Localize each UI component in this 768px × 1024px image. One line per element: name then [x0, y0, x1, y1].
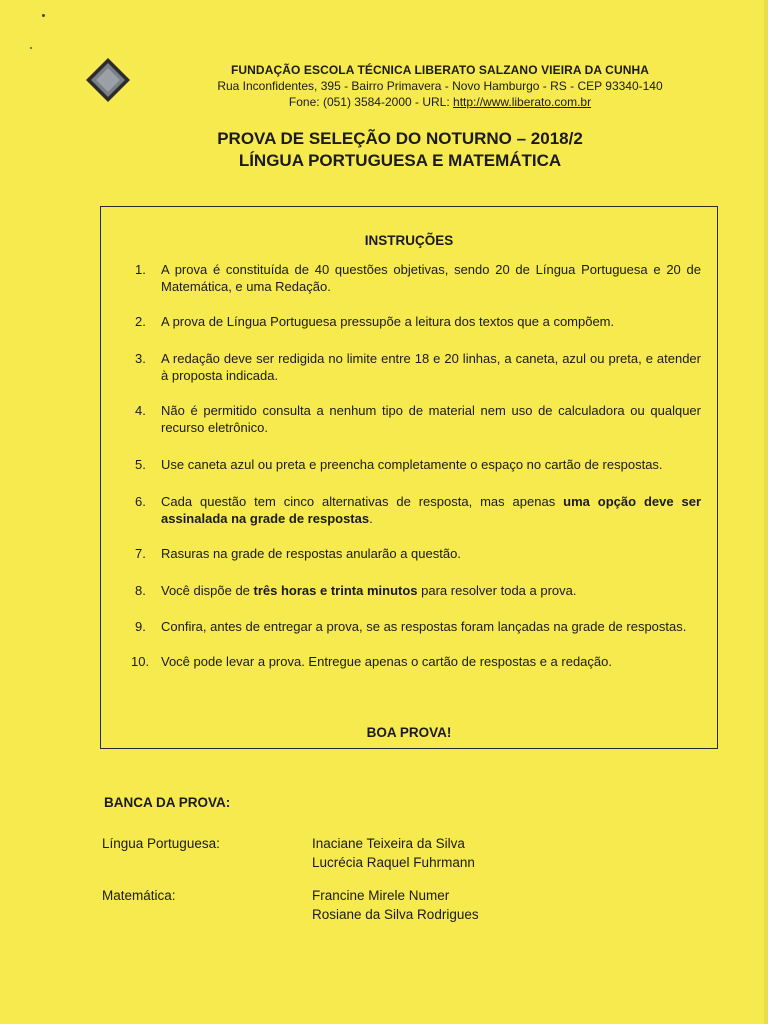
instruction-number: 6. [135, 494, 146, 509]
banca-subject-label: Língua Portuguesa: [102, 836, 220, 851]
institution-address: Rua Inconfidentes, 395 - Bairro Primavera - Novo Hamburgo - RS - CEP 93340-140 [217, 79, 663, 93]
phone-text: Fone: (051) 3584-2000 - URL: [288, 95, 454, 109]
banca-subject-label: Matemática: [102, 888, 176, 903]
instruction-number: 4. [135, 403, 146, 418]
scan-speck [42, 14, 45, 17]
exam-title [130, 128, 670, 172]
instructions-box [100, 206, 718, 749]
examiner-name: Rosiane da Silva Rodrigues [312, 907, 479, 922]
instruction-number: 3. [135, 351, 146, 366]
examiner-name: Francine Mirele Numer [312, 888, 450, 903]
instruction-text-end: . [369, 511, 373, 526]
instruction-item [131, 261, 701, 295]
instructions-list [131, 261, 701, 670]
instruction-text: Você dispõe de [161, 583, 254, 598]
instruction-item [131, 402, 701, 436]
examiner-name: Lucrécia Raquel Fuhrmann [312, 855, 475, 870]
exam-title-line2: LÍNGUA PORTUGUESA E MATEMÁTICA [238, 151, 562, 170]
instruction-item [131, 456, 701, 473]
instruction-number: 5. [135, 457, 146, 472]
scan-speck [30, 47, 32, 49]
instruction-item [131, 618, 701, 635]
instruction-text: A prova de Língua Portuguesa pressupõe a leitura dos textos que a compõem. [161, 314, 615, 329]
instruction-number: 8. [135, 583, 146, 598]
instruction-text-end: para resolver toda a prova. [417, 583, 577, 598]
instruction-number: 2. [135, 314, 146, 329]
instruction-text: A prova é constituída de 40 questões objetivas, sendo 20 de Língua Portuguesa e 20 de Matemática, e uma Redação. [161, 262, 701, 294]
instruction-number: 1. [135, 262, 146, 277]
school-logo-icon [84, 56, 132, 104]
instruction-item [131, 493, 701, 527]
instruction-text: Use caneta azul ou preta e preencha completamente o espaço no cartão de respostas. [161, 457, 663, 472]
instructions-heading: INSTRUÇÕES [364, 233, 454, 248]
instruction-text: Confira, antes de entregar a prova, se as respostas foram lançadas na grade de respostas. [161, 619, 687, 634]
exam-title-line1: PROVA DE SELEÇÃO DO NOTURNO – 2018/2 [217, 129, 583, 148]
instruction-number: 9. [135, 619, 146, 634]
instruction-text: Você pode levar a prova. Entregue apenas o cartão de respostas e a redação. [161, 654, 612, 669]
instruction-text: A redação deve ser redigida no limite entre 18 e 20 linhas, a caneta, azul ou preta, e atender à proposta indicada. [161, 351, 701, 383]
instruction-emphasis: uma opção deve ser assinalada na grade de respostas [161, 494, 701, 526]
website-link[interactable]: http://www.liberato.com.br [453, 95, 592, 109]
instruction-text: Não é permitido consulta a nenhum tipo de material nem uso de calculadora ou qualquer recurso eletrônico. [161, 403, 701, 435]
banca-examiners [312, 834, 592, 872]
institution-name: FUNDAÇÃO ESCOLA TÉCNICA LIBERATO SALZANO VIEIRA DA CUNHA [230, 63, 650, 77]
instruction-emphasis: três horas e trinta minutos [253, 583, 418, 598]
instruction-item [131, 653, 701, 670]
instruction-item [131, 545, 701, 562]
institution-contact [180, 94, 700, 110]
instruction-text: Cada questão tem cinco alternativas de resposta, mas apenas [161, 494, 564, 509]
institution-header [180, 62, 700, 110]
instruction-item [131, 313, 701, 330]
instruction-item [131, 350, 701, 384]
closing-message: BOA PROVA! [366, 725, 452, 740]
page-edge [764, 0, 768, 1024]
banca-title: BANCA DA PROVA: [104, 795, 231, 810]
examiner-name: Inaciane Teixeira da Silva [312, 836, 465, 851]
banca-examiners [312, 886, 592, 924]
instruction-text: Rasuras na grade de respostas anularão a questão. [161, 546, 461, 561]
instruction-item [131, 582, 701, 599]
instruction-number: 10. [131, 654, 150, 669]
instruction-number: 7. [135, 546, 146, 561]
